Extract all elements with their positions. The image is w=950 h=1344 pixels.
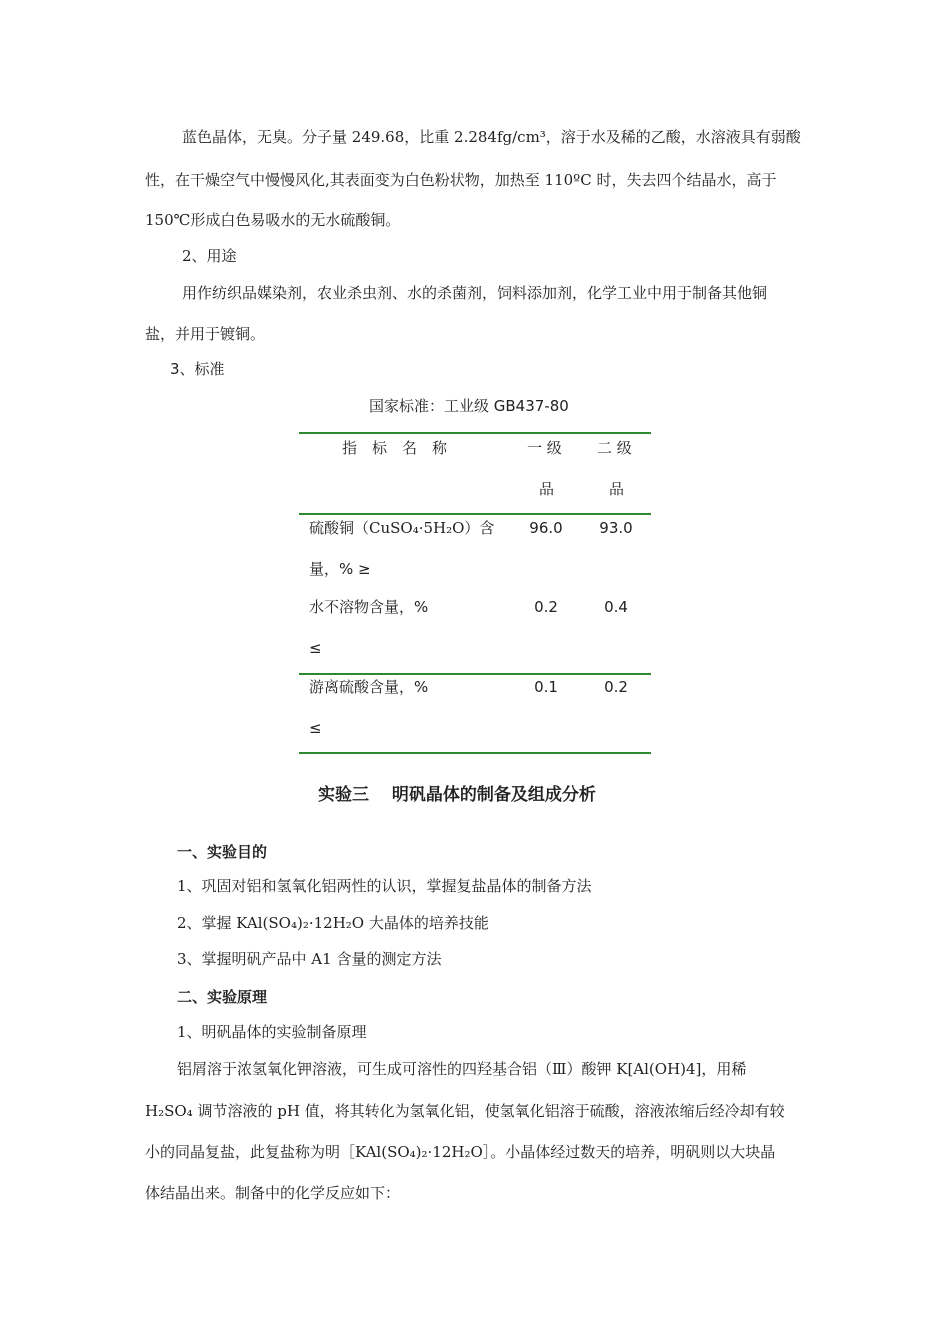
table-header-grade2-line2: 品 [609,480,625,498]
section-heading: 2、用途 [182,247,237,265]
table-row-rule [299,673,651,675]
table-header-grade1-line2: 品 [539,480,555,498]
table-row-value-grade1: 0.2 [534,598,558,616]
table-row-name: 硫酸铜（CuSO₄·5H₂O）含 [309,519,495,537]
list-item: 3、掌握明矾产品中 A1 含量的测定方法 [177,950,442,968]
table-row-value-grade2: 93.0 [599,519,633,537]
paragraph-line: 体结晶出来。制备中的化学反应如下： [145,1184,401,1202]
table-row-value-grade2: 0.4 [604,598,628,616]
table-bottom-rule [299,752,651,754]
section-heading: 二、实验原理 [177,988,268,1006]
list-item: 1、明矾晶体的实验制备原理 [177,1023,367,1041]
table-header-grade1: 一 级 [527,439,562,457]
table-row-value-grade2: 0.2 [604,678,628,696]
paragraph-line: 盐，并用于镀铜。 [145,325,266,343]
experiment-title: 实验三 明矾晶体的制备及组成分析 [318,785,596,805]
table-row-name-line2: ≤ [309,719,322,737]
table-row-value-grade1: 0.1 [534,678,558,696]
table-row-name: 游离硫酸含量，% [309,678,429,696]
paragraph-line: 性，在干燥空气中慢慢风化,其表面变为白色粉状物，加热至 110ºC 时，失去四个结晶水，高于 [145,171,777,189]
list-item: 2、掌握 KAl(SO₄)₂·12H₂O 大晶体的培养技能 [177,914,489,932]
paragraph-line: 铝屑溶于浓氢氧化钾溶液，可生成可溶性的四羟基合铝（Ⅲ）酸钾 K[Al(OH)4]，用稀 [177,1060,747,1078]
paragraph-line: 用作纺织品媒染剂，农业杀虫剂、水的杀菌剂，饲料添加剂，化学工业中用于制备其他铜 [182,284,768,302]
paragraph-line: H₂SO₄ 调节溶液的 pH 值，将其转化为氢氧化铝，使氢氧化铝溶于硫酸，溶液浓缩后经冷却有较 [145,1102,785,1120]
table-row-name-line2: 量，% ≥ [309,560,371,578]
list-item: 1、巩固对铝和氢氧化铝两性的认识，掌握复盐晶体的制备方法 [177,877,592,895]
table-caption: 国家标准：工业级 GB437-80 [369,397,569,415]
section-heading: 一、实验目的 [177,843,268,861]
table-top-rule [299,432,651,434]
section-heading: 3、标准 [170,360,225,378]
table-row-name: 水不溶物含量，% [309,598,429,616]
table-header-grade2: 二 级 [597,439,632,457]
paragraph-line: 小的同晶复盐，此复盐称为明［KAl(SO₄)₂·12H₂O］。小晶体经过数天的培养，明矾则以大块晶 [145,1143,776,1161]
table-header-name: 指 标 名 称 [342,439,448,457]
paragraph-line: 蓝色晶体，无臭。分子量 249.68，比重 2.284fg/cm³，溶于水及稀的乙酸，水溶液具有弱酸 [182,128,801,146]
table-row-value-grade1: 96.0 [529,519,563,537]
table-row-name-line2: ≤ [309,639,322,657]
paragraph-line: 150℃形成白色易吸水的无水硫酸铜。 [145,211,401,229]
table-header-rule [299,513,651,515]
